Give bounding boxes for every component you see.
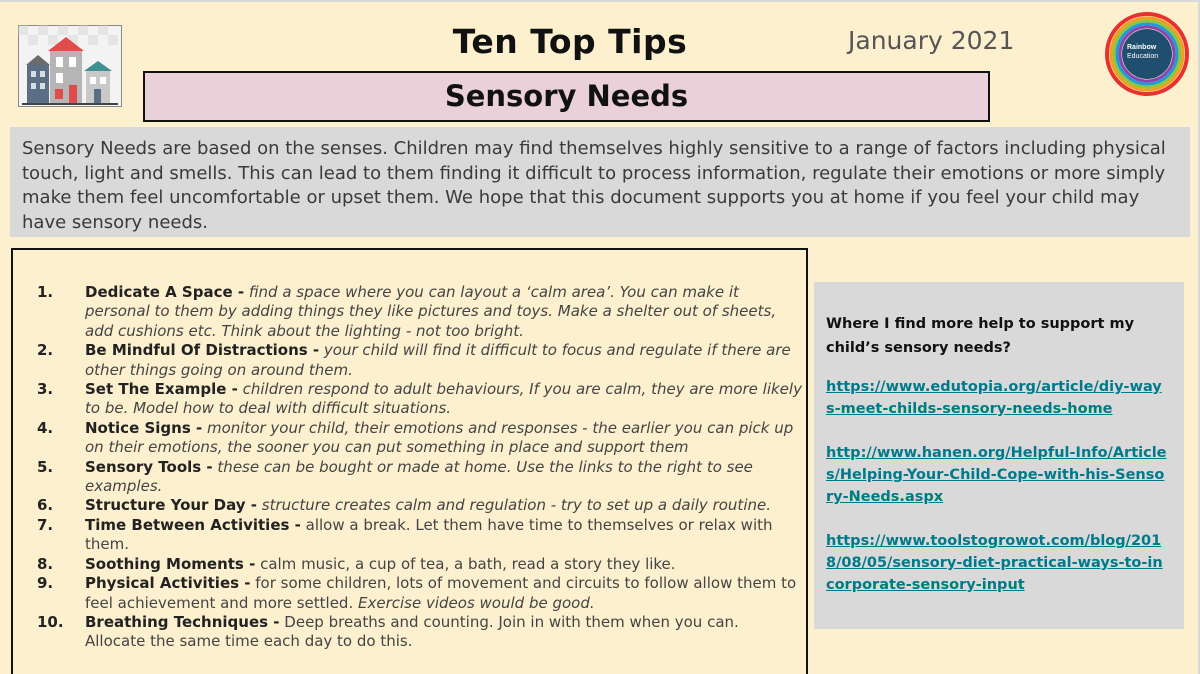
tip-number: 8. [37, 554, 54, 573]
tip-description: these can be bought or made at home. Use the links to the right to see examples. [85, 457, 753, 496]
tips-panel [11, 248, 808, 674]
tip-item [13, 555, 803, 574]
tip-item [13, 341, 803, 380]
tip-description: your child will find it difficult to focus and regulate if there are other things going on around them. [85, 341, 791, 379]
tip-description: Deep breaths and counting. Join in with them when you can. Allocate the same time each day to do this. [85, 612, 739, 651]
tip-number: 9. [37, 574, 54, 593]
tip-title: Dedicate A Space - [85, 283, 245, 301]
tip-item [13, 380, 803, 419]
tip-description: monitor your child, their emotions and responses - the earlier you can pick up on their emotions, the sooner you can put something in place and support them [85, 418, 794, 457]
help-panel [814, 282, 1184, 629]
intro-paragraph: Sensory Needs are based on the senses. Children may find themselves highly sensitive to a range of factors including physical touch, light and smells. This can lead to them finding it difficult to process information, regulate their emotions or more simply make them feel uncomfortable or upset them. We hope that this document supports you at home if you feel your child may have sensory needs. [10, 127, 1190, 237]
help-heading: Where I find more help to support my child’s sensory needs? [826, 316, 1135, 356]
page-title: Ten Top Tips [452, 22, 688, 61]
tip-title: Sensory Tools - [85, 457, 213, 476]
date-label: January 2021 [848, 26, 1015, 55]
tip-item [13, 516, 803, 555]
tip-description: find a space where you can layout a ‘calm area’. You can make it personal to them by adding things they like pictures and toys. Make a shelter out of sheets, add cushions etc. Think about the lighting - not too bright. [85, 283, 777, 340]
tip-title: Breathing Techniques - [85, 612, 280, 631]
subtitle-text: Sensory Needs [444, 79, 689, 113]
tip-title: Set The Example - [85, 380, 238, 399]
top-border [0, 0, 1200, 2]
tips-list [13, 283, 803, 652]
tip-item [13, 496, 803, 515]
tip-number: 5. [37, 457, 54, 476]
tip-title: Time Between Activities - [85, 515, 301, 534]
help-link-toolstogrowot[interactable]: https://www.toolstogrowot.com/blog/2018/08/05/sensory-diet-practical-ways-to-incorporate-sensory-input [826, 533, 1163, 593]
tip-item [13, 283, 803, 341]
rainbow-education-logo [1105, 12, 1189, 96]
tip-number: 3. [37, 380, 54, 399]
tip-title: Notice Signs - [85, 418, 203, 437]
tip-number: 1. [37, 283, 54, 301]
help-link-hanen[interactable]: http://www.hanen.org/Helpful-Info/Articles/Helping-Your-Child-Cope-with-his-Sensory-Needs.aspx [826, 445, 1167, 505]
logo-text-rainbow: Rainbow [1127, 44, 1157, 51]
tip-item [13, 419, 803, 458]
houses-illustration [18, 25, 122, 107]
tip-title: Be Mindful Of Distractions - [85, 341, 320, 360]
tip-title: Physical Activities - [85, 574, 251, 593]
tip-description: structure creates calm and regulation - try to set up a daily routine. [257, 496, 771, 515]
tip-number: 7. [37, 515, 54, 534]
tip-number: 10. [37, 612, 64, 631]
logo-text-education: Education [1127, 53, 1159, 60]
tip-description: allow a break. Let them have time to themselves or relax with them. [85, 515, 773, 554]
tip-item [13, 574, 803, 613]
help-link-edutopia[interactable]: https://www.edutopia.org/article/diy-ways-meet-childs-sensory-needs-home [826, 379, 1162, 417]
tip-description-tail: Exercise videos would be good. [353, 593, 595, 612]
tip-title: Soothing Moments - [85, 554, 256, 573]
tip-item [13, 458, 803, 497]
tip-number: 6. [37, 496, 54, 515]
tip-description: calm music, a cup of tea, a bath, read a story they like. [255, 554, 676, 573]
tip-number: 4. [37, 418, 54, 437]
tip-title: Structure Your Day - [85, 496, 258, 515]
subtitle-banner [143, 71, 990, 122]
tip-number: 2. [37, 341, 54, 360]
tip-description: children respond to adult behaviours, If you are calm, they are more likely to be. Model how to deal with difficult situations. [85, 380, 802, 418]
tip-description: for some children, lots of movement and circuits to follow allow them to feel achievement and more settled. [85, 574, 797, 612]
tip-item [13, 613, 803, 652]
